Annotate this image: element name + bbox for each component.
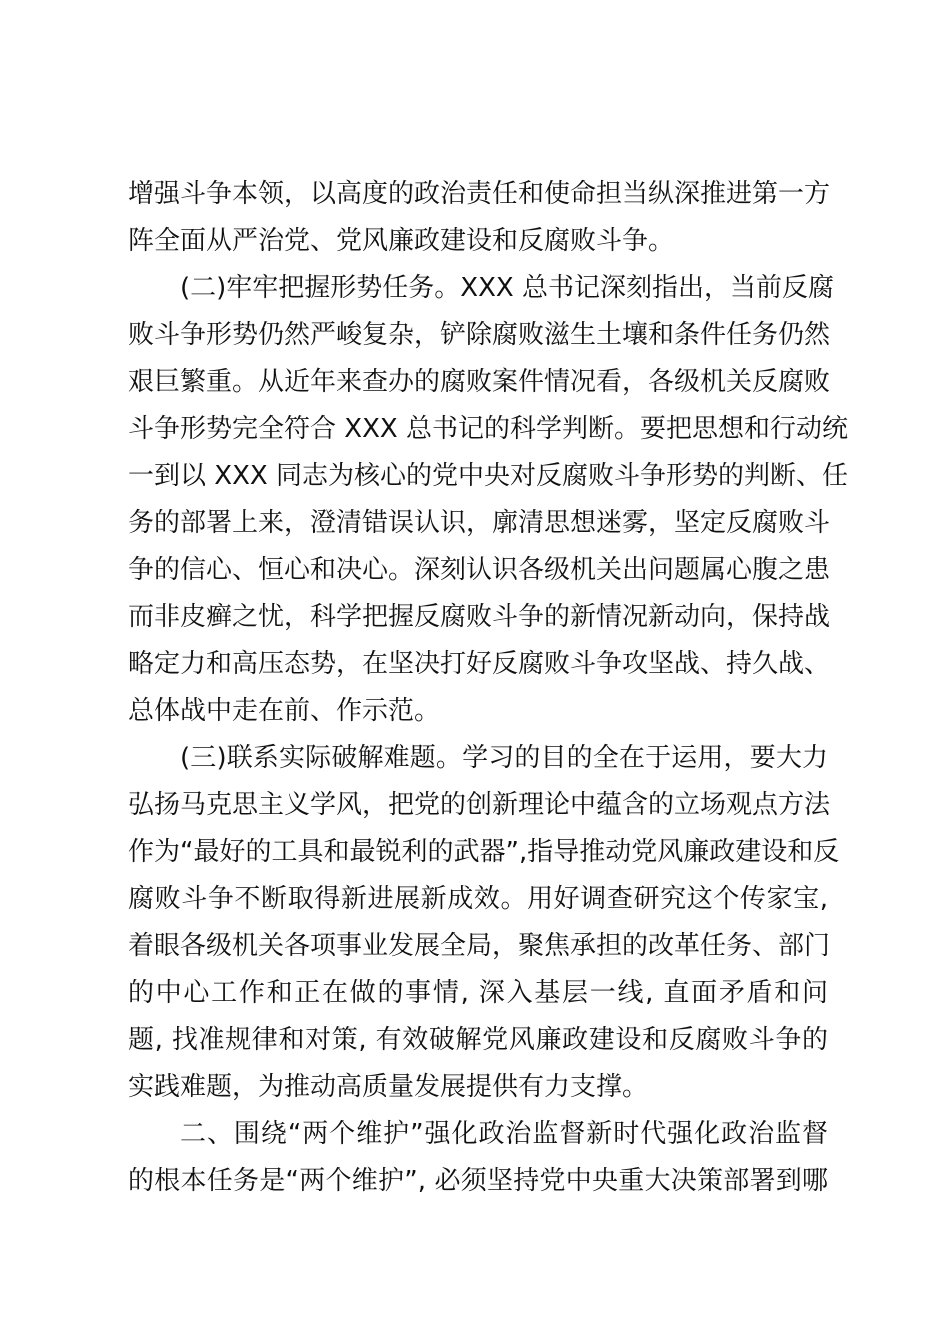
text-line: 二、围绕“两个维护”强化政治监督新时代强化政治监督	[180, 1119, 828, 1149]
text-line: 总体战中走在前、作示范。	[128, 696, 441, 726]
paragraph-section-3	[128, 735, 840, 1111]
text-line: 增强斗争本领，以高度的政治责任和使命担当纵深推进第一方	[128, 179, 831, 209]
text-line: 弘扬马克思主义学风，把党的创新理论中蕴含的立场观点方法	[128, 790, 831, 820]
paragraph-continuation	[128, 171, 831, 265]
text-line: 斗争形势完全符合 XXX 总书记的科学判断。要把思想和行动统	[128, 414, 848, 444]
text-line: 的根本任务是“两个维护”, 必须坚持党中央重大决策部署到哪	[128, 1166, 828, 1196]
text-line: 一到以 XXX 同志为核心的党中央对反腐败斗争形势的判断、任	[128, 461, 848, 491]
paragraph-section-2	[128, 265, 848, 735]
paragraph-heading-2	[128, 1111, 828, 1205]
text-line: 务的部署上来，澄清错误认识，廓清思想迷雾，坚定反腐败斗	[128, 508, 831, 538]
text-line: 而非皮癣之忧，科学把握反腐败斗争的新情况新动向，保持战	[128, 602, 831, 632]
text-line: 作为“最好的工具和最锐利的武器”,指导推动党风廉政建设和反	[128, 837, 840, 867]
text-line: 争的信心、恒心和决心。深刻认识各级机关出问题属心腹之患	[128, 555, 831, 585]
text-line: 败斗争形势仍然严峻复杂，铲除腐败滋生土壤和条件任务仍然	[128, 320, 831, 350]
text-line: 略定力和高压态势，在坚决打好反腐败斗争攻坚战、持久战、	[128, 649, 831, 679]
body-text	[128, 171, 848, 1205]
text-line: (二)牢牢把握形势任务。XXX 总书记深刻指出，当前反腐	[180, 273, 834, 303]
text-line: 阵全面从严治党、党风廉政建设和反腐败斗争。	[128, 226, 675, 256]
text-line: 题, 找准规律和对策, 有效破解党风廉政建设和反腐败斗争的	[128, 1025, 828, 1055]
text-line: 着眼各级机关各项事业发展全局，聚焦承担的改革任务、部门	[128, 931, 831, 961]
text-line: 腐败斗争不断取得新进展新成效。用好调查研究这个传家宝,	[128, 884, 828, 914]
text-line: (三)联系实际破解难题。学习的目的全在于运用，要大力	[180, 743, 828, 773]
text-line: 的中心工作和正在做的事情, 深入基层一线, 直面矛盾和问	[128, 978, 828, 1008]
text-line: 实践难题，为推动高质量发展提供有力支撑。	[128, 1072, 649, 1102]
text-line: 艰巨繁重。从近年来查办的腐败案件情况看，各级机关反腐败	[128, 367, 831, 397]
